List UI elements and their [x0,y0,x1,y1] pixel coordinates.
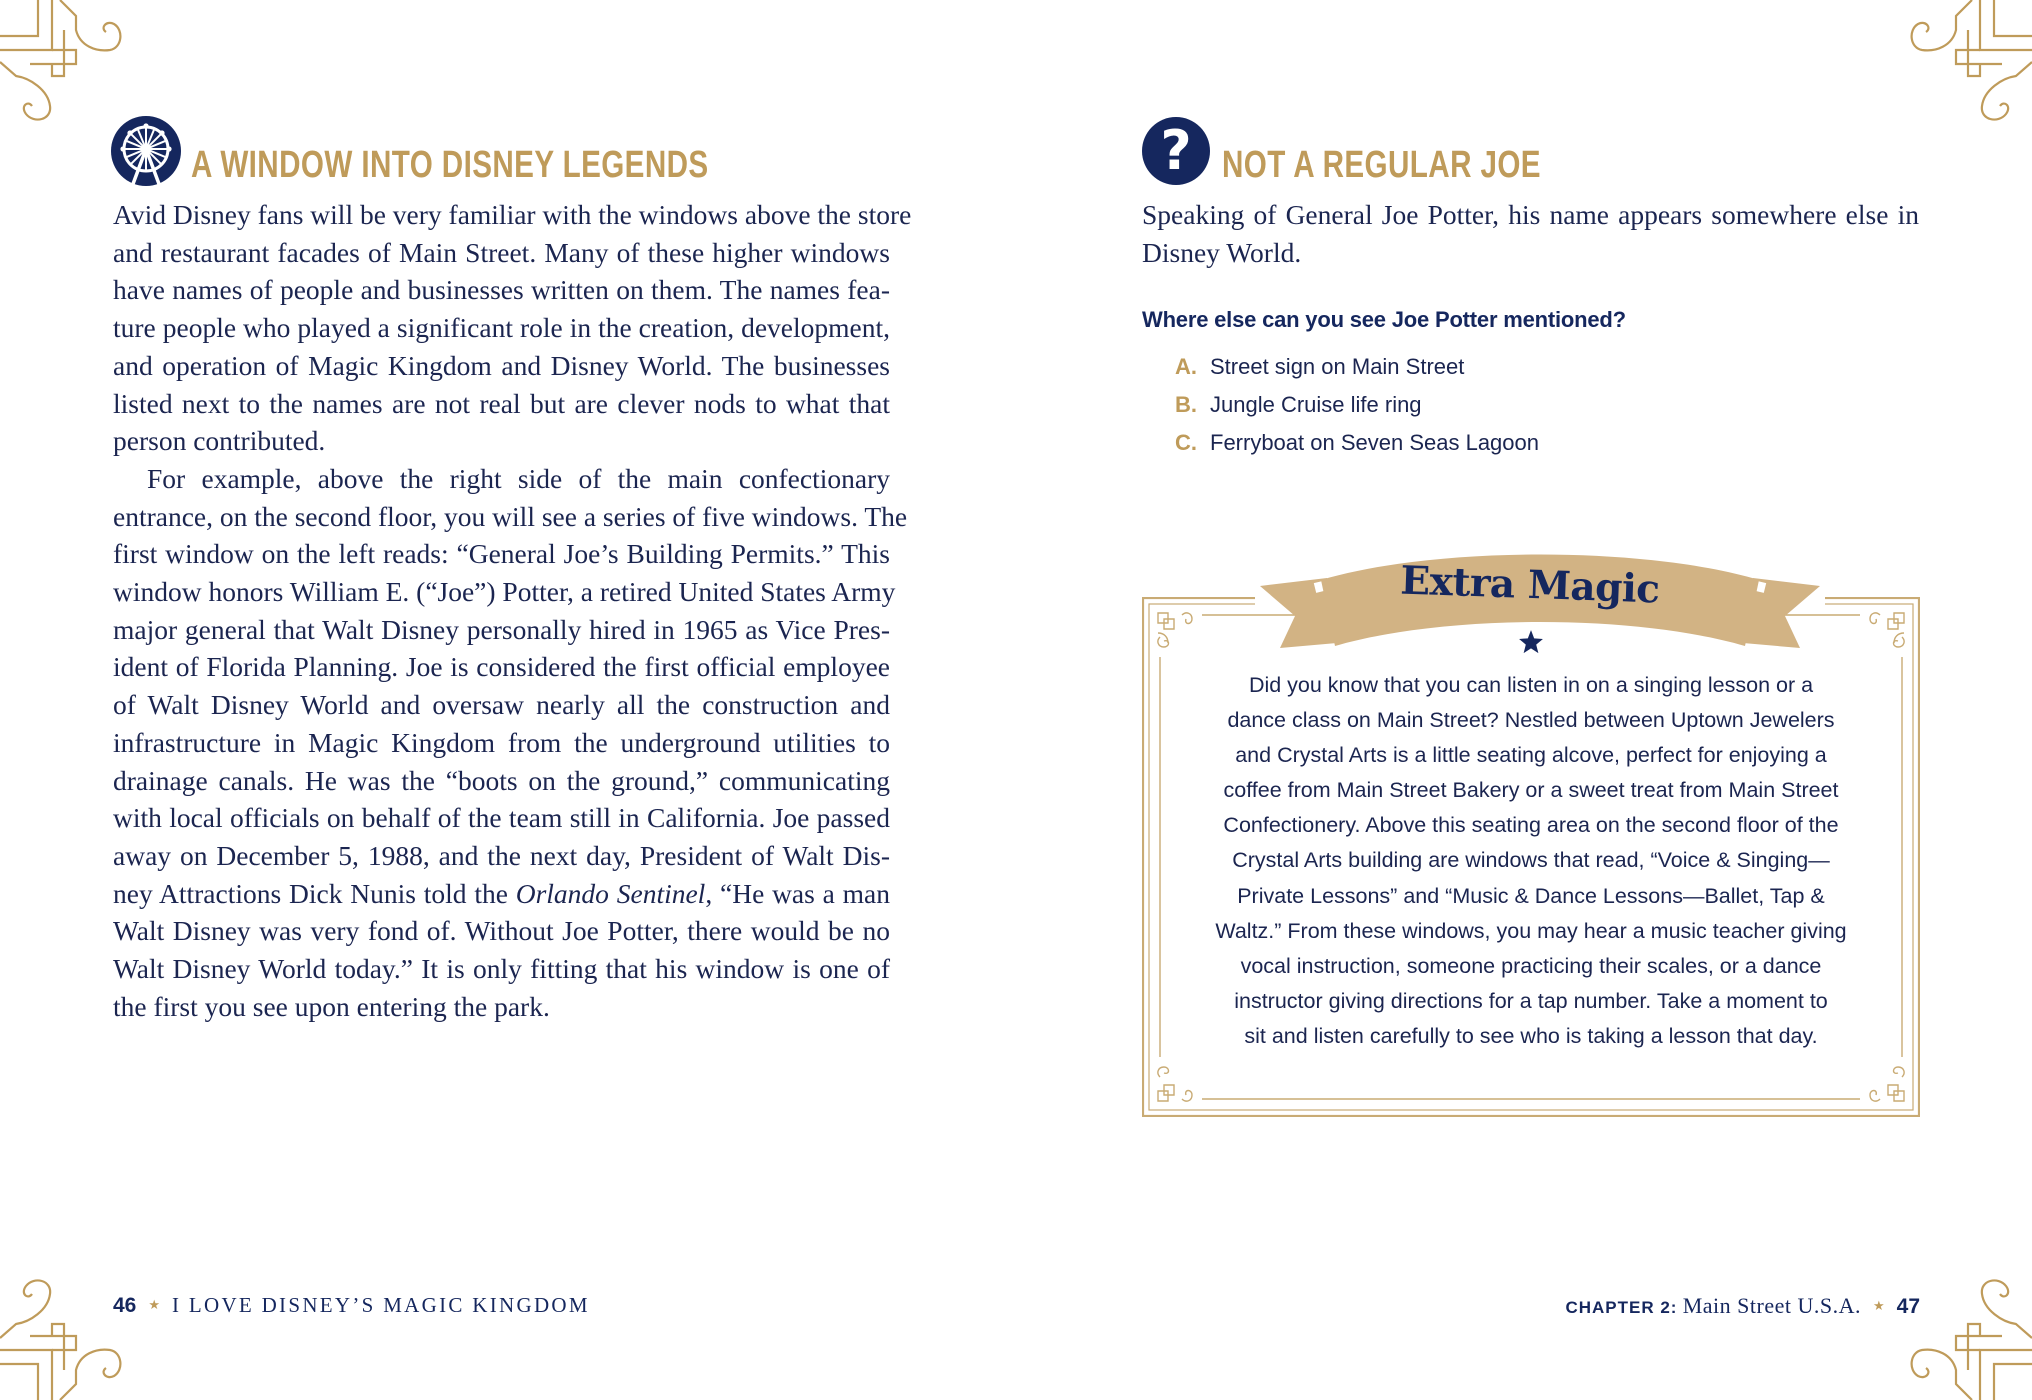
text-line: major general that Walt Disney personally hired in 1965 as Vice Pres- [113,613,890,645]
text-line: instructor giving directions for a tap number. Take a moment to [1234,988,1828,1013]
body-text [113,196,912,1025]
text-line: sit and listen carefully to see who is taking a lesson that day. [1244,1023,1818,1048]
option-letter: A. [1175,354,1197,379]
option-text: Street sign on Main Street [1210,354,1465,379]
chapter-label: CHAPTER 2: [1565,1298,1678,1317]
text-line: Speaking of General Joe Potter, his name appears somewhere else in [1142,199,1919,230]
paragraph-2 [113,460,908,1026]
extra-magic-title: Extra Magic [1399,557,1661,613]
ferris-wheel-icon [111,116,181,186]
text-line: the first you see upon entering the park. [113,990,550,1022]
text-line: and restaurant facades of Main Street. Many of these higher windows [113,236,890,268]
chapter-name: Main Street U.S.A. [1682,1293,1861,1318]
quiz-question: Where else can you see Joe Potter mentioned? [1142,307,1626,332]
text-line: person contributed. [113,425,326,457]
page-number: 47 [1896,1295,1920,1318]
text-line: Avid Disney fans will be very familiar with the windows above the store [113,199,912,230]
text-line: Did you know that you can listen in on a singing lesson or a [1248,673,1814,697]
quiz-option-b [1175,392,1539,430]
text-fragment: ney Attractions Dick Nunis told the [113,877,516,909]
option-letter: C. [1175,430,1197,455]
corner-ornament-top-right [1892,0,2032,140]
corner-ornament-bottom-left [0,1260,140,1400]
text-line: drainage canals. He was the “boots on the ground,” communicating [113,764,890,796]
text-line: of Walt Disney World and oversaw nearly all the construction and [113,689,890,721]
text-line: entrance, on the second floor, you will see a series of five windows. The [113,500,908,532]
star-separator-icon: ★ [1872,1298,1885,1313]
ornament-icon [1892,1260,2032,1400]
text-line: For example, above the right side of the main confectionary [147,462,890,494]
text-line: ident of Florida Planning. Joe is considered the first official employee [113,651,890,683]
text-line-with-italic [113,875,890,913]
section-heading: NOT A REGULAR JOE [1222,144,1541,186]
text-line: with local officials on behalf of the team still in California. Joe passed [113,802,890,834]
page-number: 46 [113,1294,137,1317]
intro-text [1142,196,1919,271]
left-footer [113,1293,590,1318]
text-line: Crystal Arts building are windows that read, “Voice & Singing— [1232,848,1830,873]
text-line: Waltz.” From these windows, you may hear a music teacher giving [1215,918,1847,943]
text-line: dance class on Main Street? Nestled between Uptown Jewelers [1227,708,1835,733]
text-line: vocal instruction, someone practicing their scales, or a dance [1240,953,1822,978]
right-footer [1565,1293,1920,1319]
text-line: listed next to the names are not real but are clever nods to what that [113,387,890,419]
corner-ornament-bottom-right [1892,1260,2032,1400]
text-line: first window on the left reads: “General Joe’s Building Permits.” This [113,538,890,570]
quiz-option-c [1175,430,1539,468]
text-line: Private Lessons” and “Music & Dance Lessons—Ballet, Tap & [1237,883,1825,908]
book-title: I LOVE DISNEY’S MAGIC KINGDOM [172,1293,590,1317]
quiz-option-a [1175,354,1539,392]
text-line: Disney World. [1142,236,1302,268]
ornament-icon [1892,0,2032,140]
text-line: window honors William E. (“Joe”) Potter, a retired United States Army [113,576,896,608]
question-glyph: ? [1160,119,1192,182]
text-fragment: , “He was a man [705,877,890,909]
paragraph-1 [113,196,912,460]
text-line: Confectionery. Above this seating area on the second floor of the [1223,813,1839,838]
publication-title: Orlando Sentinel [515,877,706,909]
text-line: and operation of Magic Kingdom and Disney World. The businesses [113,349,890,381]
option-letter: B. [1175,392,1197,417]
text-line: away on December 5, 1988, and the next day, President of Walt Dis- [113,839,890,871]
ornament-icon [0,1260,140,1400]
text-line: Walt Disney World today.” It is only fitting that his window is one of [113,953,890,985]
extra-magic-text [1185,668,1877,1054]
option-text: Jungle Cruise life ring [1210,392,1422,417]
text-line: and Crystal Arts is a little seating alcove, perfect for enjoying a [1235,743,1827,768]
question-mark-icon [1142,117,1210,185]
text-line: ture people who played a significant role in the creation, development, [113,312,890,344]
star-icon [1518,629,1544,655]
text-line: coffee from Main Street Bakery or a sweet treat from Main Street [1223,778,1839,803]
option-text: Ferryboat on Seven Seas Lagoon [1210,430,1540,455]
text-line: have names of people and businesses written on them. The names fea- [113,274,890,306]
text-line: infrastructure in Magic Kingdom from the underground utilities to [113,726,890,758]
text-line: Walt Disney was very fond of. Without Joe Potter, there would be no [113,915,890,947]
quiz-options [1175,354,1539,468]
star-separator-icon: ★ [148,1297,161,1312]
section-heading: A WINDOW INTO DISNEY LEGENDS [191,144,709,186]
